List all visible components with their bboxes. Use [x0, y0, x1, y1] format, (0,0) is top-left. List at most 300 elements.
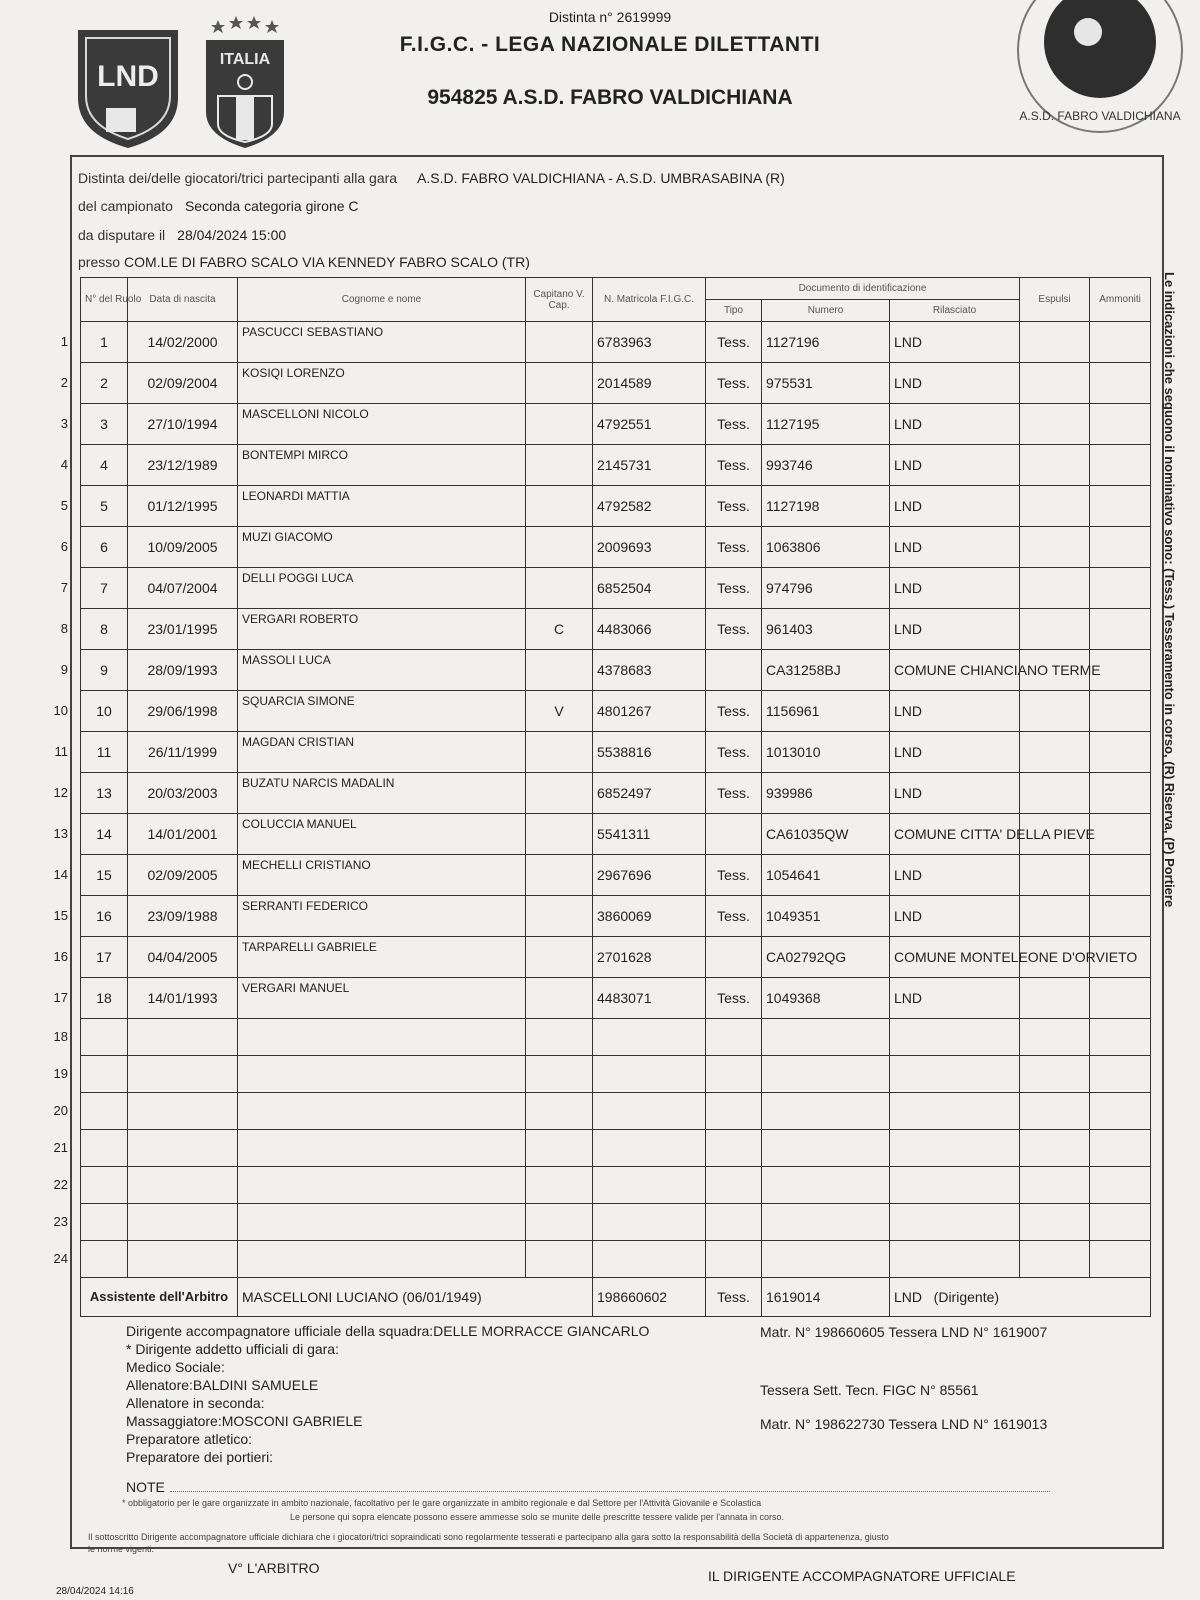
player-numero: 1127198: [762, 486, 890, 527]
player-ammoniti: [1090, 568, 1151, 609]
player-tipo: Tess.: [706, 404, 762, 445]
empty-cell: [706, 1241, 762, 1278]
player-ammoniti: [1090, 404, 1151, 445]
row-number: 5: [60, 498, 68, 513]
player-matricola: 4792582: [593, 486, 706, 527]
col-nome: Cognome e nome: [238, 278, 526, 322]
empty-cell: [128, 1204, 238, 1241]
player-ammoniti: [1090, 814, 1151, 855]
player-nascita: 04/04/2005: [128, 937, 238, 978]
empty-cell: [128, 1056, 238, 1093]
player-rilasciato: LND: [890, 568, 1020, 609]
player-matricola: 4483066: [593, 609, 706, 650]
player-nome: MECHELLI CRISTIANO: [238, 855, 526, 896]
empty-cell: [593, 1241, 706, 1278]
player-numero: 1127196: [762, 322, 890, 363]
empty-cell: [1090, 1019, 1151, 1056]
player-nome: COLUCCIA MANUEL: [238, 814, 526, 855]
player-row: [81, 732, 1151, 773]
staff-preparatore-portieri: Preparatore dei portieri:: [126, 1449, 274, 1465]
player-nome: PASCUCCI SEBASTIANO: [238, 322, 526, 363]
player-ruolo: 17: [81, 937, 128, 978]
col-documento: Documento di identificazione: [706, 278, 1020, 300]
col-espulsi: Espulsi: [1020, 278, 1090, 322]
empty-cell: [890, 1019, 1020, 1056]
player-rilasciato: COMUNE CITTA' DELLA PIEVE: [890, 814, 1020, 855]
player-tipo: Tess.: [706, 609, 762, 650]
date-label: da disputare il: [78, 227, 166, 243]
empty-cell: [593, 1204, 706, 1241]
row-number: 23: [53, 1214, 68, 1229]
player-numero: 974796: [762, 568, 890, 609]
empty-cell: [593, 1056, 706, 1093]
empty-cell: [238, 1130, 526, 1167]
empty-cell: [238, 1204, 526, 1241]
player-espulsi: [1020, 773, 1090, 814]
player-numero: 1063806: [762, 527, 890, 568]
footnote-obbligatorio: * obbligatorio per le gare organizzate in ambito nazionale, facoltativo per le gare organizzate in ambito regionale e dal Settore per l'Attività Giovanile e Scolastica: [122, 1498, 762, 1508]
stamp-text: A.S.D. FABRO VALDICHIANA: [1019, 109, 1181, 123]
player-ruolo: 5: [81, 486, 128, 527]
player-tipo: Tess.: [706, 896, 762, 937]
col-ammoniti: Ammoniti: [1090, 278, 1151, 322]
footnote-tessere: Le persone qui sopra elencate possono essere ammesse solo se munite delle prescritte tessere valide per l'annata in corso.: [290, 1512, 784, 1522]
player-espulsi: [1020, 527, 1090, 568]
assistente-rilasciato: LND (Dirigente): [890, 1278, 1151, 1317]
empty-cell: [762, 1019, 890, 1056]
empty-cell: [128, 1130, 238, 1167]
row-number: 10: [53, 703, 68, 718]
player-rilasciato: LND: [890, 855, 1020, 896]
row-number: 14: [53, 867, 68, 882]
row-number: 17: [53, 990, 68, 1005]
empty-cell: [593, 1019, 706, 1056]
empty-cell: [890, 1241, 1020, 1278]
player-numero: 1013010: [762, 732, 890, 773]
empty-rows: [81, 1019, 1151, 1278]
league-title: F.I.G.C. - LEGA NAZIONALE DILETTANTI: [399, 33, 821, 56]
col-numero: Numero: [762, 300, 890, 322]
assistente-label: Assistente dell'Arbitro: [81, 1278, 238, 1317]
player-nome: MASSOLI LUCA: [238, 650, 526, 691]
empty-row: [81, 1056, 1151, 1093]
assistente-tipo: Tess.: [706, 1278, 762, 1317]
empty-cell: [1020, 1204, 1090, 1241]
empty-cell: [81, 1241, 128, 1278]
player-capitano: [526, 363, 593, 404]
empty-cell: [890, 1056, 1020, 1093]
player-numero: 961403: [762, 609, 890, 650]
player-numero: 1127195: [762, 404, 890, 445]
player-nome: BONTEMPI MIRCO: [238, 445, 526, 486]
player-capitano: [526, 445, 593, 486]
player-row: [81, 773, 1151, 814]
presso-line: [78, 254, 530, 270]
empty-cell: [1020, 1167, 1090, 1204]
row-number: 18: [53, 1029, 68, 1044]
staff-addetto: * Dirigente addetto ufficiali di gara:: [126, 1341, 339, 1357]
print-date: 28/04/2024 14:16: [56, 1586, 134, 1597]
empty-cell: [1090, 1167, 1151, 1204]
empty-cell: [1020, 1093, 1090, 1130]
lnd-logo-text: LND: [97, 60, 159, 93]
club-title: 954825 A.S.D. FABRO VALDICHIANA: [427, 86, 793, 109]
player-tipo: Tess.: [706, 855, 762, 896]
empty-cell: [1090, 1241, 1151, 1278]
player-row: [81, 896, 1151, 937]
empty-cell: [890, 1204, 1020, 1241]
player-ruolo: 7: [81, 568, 128, 609]
empty-cell: [526, 1093, 593, 1130]
col-nascita: Data di nascita: [128, 278, 238, 322]
empty-cell: [526, 1019, 593, 1056]
player-tipo: Tess.: [706, 445, 762, 486]
staff-allenatore: Allenatore:BALDINI SAMUELE: [126, 1377, 319, 1393]
player-row: [81, 486, 1151, 527]
player-row: [81, 445, 1151, 486]
row-number: 24: [53, 1251, 68, 1266]
player-ammoniti: [1090, 691, 1151, 732]
col-ruolo: N° del Ruolo: [81, 278, 128, 322]
player-ruolo: 15: [81, 855, 128, 896]
row-number: 7: [60, 580, 68, 595]
col-capitano: Capitano V. Cap.: [526, 278, 593, 322]
player-nascita: 14/01/2001: [128, 814, 238, 855]
empty-cell: [762, 1093, 890, 1130]
empty-cell: [238, 1056, 526, 1093]
player-ammoniti: [1090, 896, 1151, 937]
player-espulsi: [1020, 896, 1090, 937]
player-tipo: [706, 650, 762, 691]
player-rilasciato: LND: [890, 732, 1020, 773]
player-row: [81, 937, 1151, 978]
player-nascita: 28/09/1993: [128, 650, 238, 691]
player-ammoniti: [1090, 527, 1151, 568]
player-numero: 975531: [762, 363, 890, 404]
player-capitano: [526, 896, 593, 937]
player-espulsi: [1020, 363, 1090, 404]
player-nome: MUZI GIACOMO: [238, 527, 526, 568]
empty-cell: [890, 1130, 1020, 1167]
empty-cell: [128, 1093, 238, 1130]
player-capitano: [526, 773, 593, 814]
empty-cell: [762, 1130, 890, 1167]
player-ruolo: 2: [81, 363, 128, 404]
lnd-logo: [72, 24, 184, 152]
distinta-label: Distinta dei/delle giocatori/trici partecipanti alla gara: [78, 170, 398, 186]
player-rilasciato: LND: [890, 363, 1020, 404]
player-nome: MAGDAN CRISTIAN: [238, 732, 526, 773]
player-ruolo: 16: [81, 896, 128, 937]
empty-row: [81, 1167, 1151, 1204]
player-capitano: [526, 322, 593, 363]
player-capitano: [526, 978, 593, 1019]
player-ruolo: 6: [81, 527, 128, 568]
player-row: [81, 650, 1151, 691]
player-nascita: 26/11/1999: [128, 732, 238, 773]
note-label: NOTE: [126, 1479, 165, 1495]
campionato-label: del campionato: [78, 198, 173, 214]
player-rilasciato: LND: [890, 978, 1020, 1019]
empty-cell: [1020, 1241, 1090, 1278]
player-capitano: [526, 732, 593, 773]
empty-cell: [128, 1019, 238, 1056]
player-matricola: 5538816: [593, 732, 706, 773]
player-matricola: 3860069: [593, 896, 706, 937]
player-numero: 1049368: [762, 978, 890, 1019]
empty-cell: [238, 1167, 526, 1204]
empty-cell: [706, 1130, 762, 1167]
player-espulsi: [1020, 486, 1090, 527]
empty-cell: [238, 1019, 526, 1056]
player-nascita: 04/07/2004: [128, 568, 238, 609]
empty-cell: [890, 1093, 1020, 1130]
side-legend: [1155, 272, 1177, 1012]
player-ammoniti: [1090, 978, 1151, 1019]
player-ammoniti: [1090, 322, 1151, 363]
player-tipo: Tess.: [706, 322, 762, 363]
declaration-line2: le norme vigenti.: [88, 1544, 155, 1554]
player-tipo: Tess.: [706, 363, 762, 404]
player-ruolo: 9: [81, 650, 128, 691]
player-numero: 993746: [762, 445, 890, 486]
player-nascita: 01/12/1995: [128, 486, 238, 527]
player-ruolo: 1: [81, 322, 128, 363]
match-value: A.S.D. FABRO VALDICHIANA - A.S.D. UMBRASABINA (R): [417, 170, 785, 186]
player-tipo: Tess.: [706, 773, 762, 814]
empty-cell: [526, 1130, 593, 1167]
empty-cell: [1090, 1130, 1151, 1167]
player-nome: VERGARI ROBERTO: [238, 609, 526, 650]
presso-label: presso: [78, 254, 121, 270]
empty-cell: [81, 1204, 128, 1241]
italia-logo-text: ITALIA: [219, 51, 271, 68]
player-ammoniti: [1090, 855, 1151, 896]
player-espulsi: [1020, 691, 1090, 732]
empty-row: [81, 1204, 1151, 1241]
player-ruolo: 14: [81, 814, 128, 855]
player-matricola: 6783963: [593, 322, 706, 363]
assistente-matricola: 198660602: [593, 1278, 706, 1317]
player-rilasciato: LND: [890, 609, 1020, 650]
player-matricola: 4801267: [593, 691, 706, 732]
empty-cell: [526, 1204, 593, 1241]
side-legend-text: Le indicazioni che seguono il nominativo sono: (Tess.) Tesseramento in corso, (R) Riserva, (P) Portiere: [1162, 272, 1177, 908]
player-tipo: [706, 937, 762, 978]
player-rilasciato: LND: [890, 486, 1020, 527]
empty-cell: [238, 1093, 526, 1130]
player-espulsi: [1020, 404, 1090, 445]
player-nome: VERGARI MANUEL: [238, 978, 526, 1019]
assistente-numero: 1619014: [762, 1278, 890, 1317]
empty-cell: [890, 1167, 1020, 1204]
player-nome: SQUARCIA SIMONE: [238, 691, 526, 732]
match-line: [78, 170, 785, 186]
player-tipo: [706, 814, 762, 855]
declaration-line1: Il sottoscritto Dirigente accompagnatore ufficiale dichiara che i giocatori/trici sopraindicati sono regolarmente tesserati e partecipano alla gara sotto la responsabilità della Società di appartenenza, giusto: [88, 1532, 889, 1542]
campionato-value: Seconda categoria girone C: [184, 198, 359, 214]
empty-cell: [128, 1241, 238, 1278]
player-espulsi: [1020, 568, 1090, 609]
col-matricola: N. Matricola F.I.G.C.: [593, 278, 706, 322]
player-matricola: 2701628: [593, 937, 706, 978]
player-capitano: [526, 527, 593, 568]
empty-cell: [593, 1130, 706, 1167]
player-row: [81, 404, 1151, 445]
player-numero: 939986: [762, 773, 890, 814]
allenatore-tessera: Tessera Sett. Tecn. FIGC N° 85561: [760, 1382, 979, 1398]
player-tipo: Tess.: [706, 568, 762, 609]
empty-cell: [706, 1019, 762, 1056]
arbitro-signature-label: V° L'ARBITRO: [228, 1560, 320, 1576]
player-nome: SERRANTI FEDERICO: [238, 896, 526, 937]
empty-row: [81, 1093, 1151, 1130]
player-capitano: V: [526, 691, 593, 732]
player-row: [81, 363, 1151, 404]
player-nome: MASCELLONI NICOLO: [238, 404, 526, 445]
empty-cell: [1020, 1056, 1090, 1093]
player-nascita: 02/09/2004: [128, 363, 238, 404]
player-capitano: [526, 486, 593, 527]
player-nome: LEONARDI MATTIA: [238, 486, 526, 527]
empty-row: [81, 1130, 1151, 1167]
player-capitano: [526, 404, 593, 445]
player-row: [81, 568, 1151, 609]
staff-dirigente: Dirigente accompagnatore ufficiale della squadra:DELLE MORRACCE GIANCARLO: [126, 1323, 650, 1339]
player-capitano: [526, 568, 593, 609]
empty-cell: [706, 1167, 762, 1204]
player-rilasciato: LND: [890, 527, 1020, 568]
player-espulsi: [1020, 322, 1090, 363]
player-ruolo: 3: [81, 404, 128, 445]
player-numero: 1049351: [762, 896, 890, 937]
player-matricola: 5541311: [593, 814, 706, 855]
empty-cell: [81, 1056, 128, 1093]
player-matricola: 2009693: [593, 527, 706, 568]
empty-row: [81, 1241, 1151, 1278]
player-nome: TARPARELLI GABRIELE: [238, 937, 526, 978]
row-number: 4: [60, 457, 68, 472]
player-ruolo: 11: [81, 732, 128, 773]
player-nascita: 14/01/1993: [128, 978, 238, 1019]
figc-italia-logo: [200, 12, 290, 152]
row-number: 20: [53, 1103, 68, 1118]
player-espulsi: [1020, 445, 1090, 486]
empty-row: [81, 1019, 1151, 1056]
note-line: [170, 1491, 1050, 1492]
row-number: 3: [60, 416, 68, 431]
empty-cell: [762, 1241, 890, 1278]
players-body: [81, 322, 1151, 1019]
row-number: 6: [60, 539, 68, 554]
player-matricola: 4483071: [593, 978, 706, 1019]
row-number: 22: [53, 1177, 68, 1192]
player-numero: 1054641: [762, 855, 890, 896]
assistente-row: [81, 1278, 1151, 1317]
player-nome: DELLI POGGI LUCA: [238, 568, 526, 609]
player-espulsi: [1020, 609, 1090, 650]
empty-cell: [81, 1130, 128, 1167]
empty-cell: [81, 1167, 128, 1204]
dirigente-signature-label: IL DIRIGENTE ACCOMPAGNATORE UFFICIALE: [708, 1568, 1016, 1584]
player-rilasciato: COMUNE MONTELEONE D'ORVIETO: [890, 937, 1020, 978]
empty-cell: [762, 1056, 890, 1093]
players-table: [80, 277, 1151, 1317]
player-nome: BUZATU NARCIS MADALIN: [238, 773, 526, 814]
player-espulsi: [1020, 978, 1090, 1019]
player-rilasciato: LND: [890, 691, 1020, 732]
dirigente-matr: Matr. N° 198660605 Tessera LND N° 1619007: [760, 1324, 1048, 1340]
distinta-number: Distinta n° 2619999: [548, 9, 672, 25]
player-nascita: 14/02/2000: [128, 322, 238, 363]
col-rilasciato: Rilasciato: [890, 300, 1020, 322]
player-tipo: Tess.: [706, 527, 762, 568]
player-tipo: Tess.: [706, 486, 762, 527]
club-stamp: [1010, 0, 1190, 140]
player-rilasciato: LND: [890, 322, 1020, 363]
stars-icon: [211, 16, 279, 33]
player-tipo: Tess.: [706, 978, 762, 1019]
assistente-nome: MASCELLONI LUCIANO (06/01/1949): [238, 1278, 593, 1317]
player-matricola: 6852497: [593, 773, 706, 814]
player-numero: 1156961: [762, 691, 890, 732]
player-capitano: [526, 937, 593, 978]
player-matricola: 4792551: [593, 404, 706, 445]
empty-cell: [526, 1241, 593, 1278]
empty-cell: [593, 1167, 706, 1204]
player-espulsi: [1020, 732, 1090, 773]
player-nascita: 20/03/2003: [128, 773, 238, 814]
date-line: [78, 227, 286, 243]
empty-cell: [762, 1204, 890, 1241]
player-row: [81, 978, 1151, 1019]
row-number: 8: [60, 621, 68, 636]
empty-cell: [706, 1056, 762, 1093]
player-row: [81, 814, 1151, 855]
row-number: 11: [54, 744, 68, 759]
staff-list: [126, 1322, 649, 1466]
player-rilasciato: LND: [890, 896, 1020, 937]
empty-cell: [1090, 1204, 1151, 1241]
empty-cell: [762, 1167, 890, 1204]
player-ammoniti: [1090, 773, 1151, 814]
player-matricola: 2145731: [593, 445, 706, 486]
player-numero: CA02792QG: [762, 937, 890, 978]
player-matricola: 4378683: [593, 650, 706, 691]
player-nascita: 29/06/1998: [128, 691, 238, 732]
player-ammoniti: [1090, 609, 1151, 650]
row-number: 2: [60, 375, 68, 390]
player-row: [81, 691, 1151, 732]
player-row: [81, 322, 1151, 363]
player-ammoniti: [1090, 732, 1151, 773]
player-rilasciato: LND: [890, 445, 1020, 486]
player-row: [81, 609, 1151, 650]
row-number: 9: [60, 662, 68, 677]
player-ruolo: 18: [81, 978, 128, 1019]
empty-cell: [526, 1167, 593, 1204]
player-rilasciato: LND: [890, 773, 1020, 814]
player-ruolo: 8: [81, 609, 128, 650]
player-capitano: [526, 650, 593, 691]
row-number: 15: [53, 908, 68, 923]
row-number: 12: [53, 785, 68, 800]
empty-cell: [706, 1204, 762, 1241]
player-tipo: Tess.: [706, 732, 762, 773]
empty-cell: [1020, 1130, 1090, 1167]
player-rilasciato: LND: [890, 404, 1020, 445]
presso-value: COM.LE DI FABRO SCALO VIA KENNEDY FABRO SCALO (TR): [124, 254, 530, 270]
